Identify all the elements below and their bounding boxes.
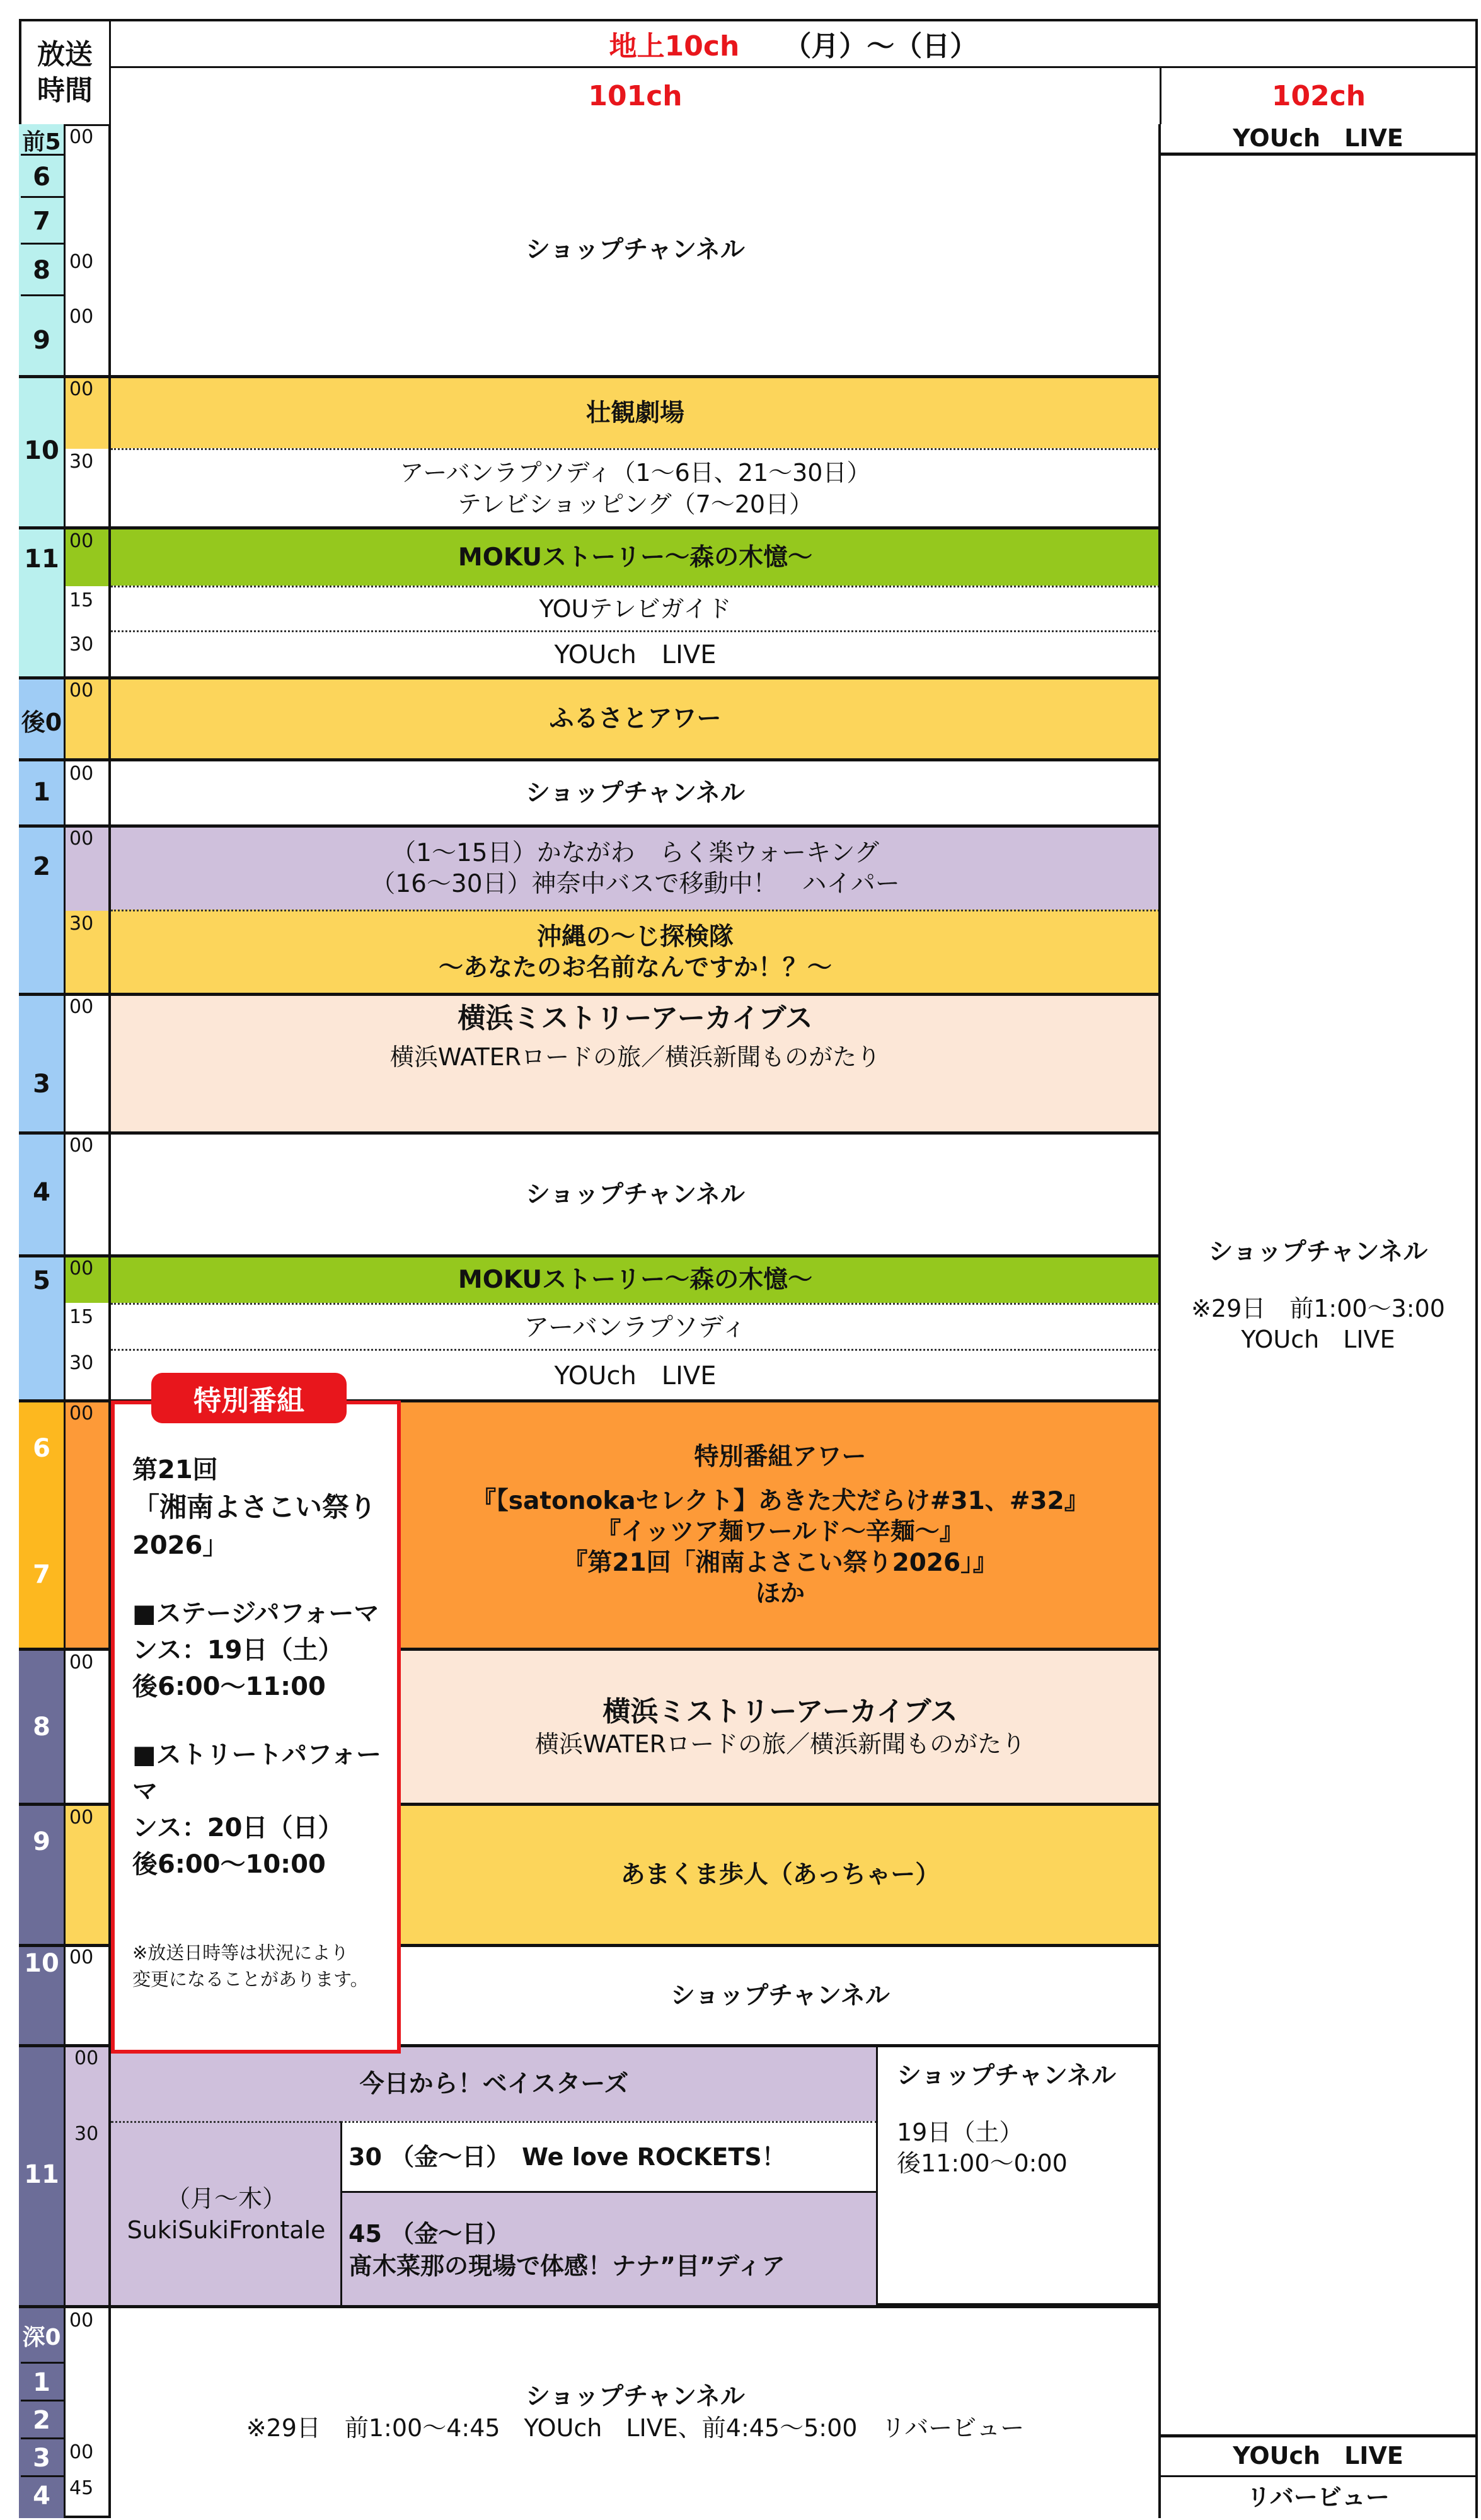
minute-label: 30 [69, 1352, 94, 1374]
minute-label: 00 [69, 1402, 94, 1425]
program-title: ショップチャンネル [897, 2062, 1116, 2090]
program-title: ショップチャンネル [671, 1981, 890, 2010]
program-note: ※29日 前1:00～3:00 [1191, 1294, 1445, 1322]
program-subtitle: 横浜WATERロードの旅／横浜新聞ものがたり [389, 1043, 881, 1071]
program-title: ショップチャンネル [526, 778, 745, 807]
program-time: 後11:00～0:00 [897, 2149, 1068, 2178]
hour-label: 4 [33, 2482, 50, 2511]
program-title: YOUch LIVE [1233, 124, 1403, 152]
hour-label: 2 [33, 2406, 50, 2435]
program-title: MOKUストーリー～森の木憶～ [458, 543, 813, 572]
minute-label: 00 [69, 679, 94, 702]
hour-separator [19, 2044, 111, 2047]
minute-label: 00 [74, 2047, 99, 2069]
program-title: ふるさとアワー [549, 705, 722, 734]
minute-label: 00 [69, 996, 94, 1018]
program-line: アーバンラプソディ（1～6日、21～30日） [400, 459, 871, 487]
program-shop-late-night[interactable] [111, 2305, 1160, 2518]
program-days: （金～日） [390, 2220, 510, 2248]
hour-label: 6 [33, 1434, 50, 1463]
ch101-label: 101ch [588, 80, 683, 112]
hour-label: 1 [33, 778, 50, 807]
special-street-line: ■ストリートパフォーマ [132, 1740, 381, 1806]
hour-separator [19, 1944, 111, 1947]
program-title: ショップチャンネル [1208, 1238, 1428, 1267]
minute-label: 00 [69, 763, 94, 785]
program-yokohama-mystery[interactable] [111, 993, 1160, 1133]
program-line: ～あなたのお名前なんですか！？～ [438, 953, 832, 982]
program-line: 『【satonokaセレクト】あきた犬だらけ#31、#32』 [471, 1487, 1089, 1516]
hour-separator [19, 1648, 111, 1651]
special-street-line: ンス：20日（日） [132, 1813, 343, 1843]
hour-label: 2 [33, 852, 50, 881]
minute-label: 30 [74, 2123, 99, 2145]
hour-separator [19, 676, 111, 679]
minute-label: 00 [69, 1135, 94, 1157]
time-header-line1: 放送 [37, 38, 93, 71]
minute-label: 00 [69, 306, 94, 328]
minute-label: 00 [69, 2309, 94, 2332]
program-title: アーバンラプソディ [524, 1312, 747, 1342]
program-title: 髙木菜那の現場で体感！ナナ”目”ディア [349, 2252, 785, 2280]
ch102-river-view[interactable] [1161, 2477, 1475, 2518]
minute-label: 30 [69, 451, 94, 473]
hour-separator [19, 2305, 111, 2308]
program-shop-4pm[interactable] [111, 1131, 1160, 1256]
hour-label: 9 [33, 1827, 50, 1856]
ch102-shop-channel[interactable] [1161, 156, 1475, 2437]
time-column-header [19, 19, 111, 126]
hour-label: 後0 [21, 708, 62, 736]
program-you-tv-guide[interactable] [111, 586, 1160, 631]
hour-label: 5 [33, 1266, 50, 1295]
special-note-line: ※放送日時等は状況により [132, 1942, 349, 1964]
hour-label: 3 [33, 2444, 50, 2473]
special-stage-line: ■ステージパフォーマ [132, 1599, 379, 1629]
hour-label: 10 [24, 1949, 59, 1978]
minute-label: 00 [69, 1946, 94, 1968]
time-header-line2: 時間 [37, 74, 93, 107]
program-suki-suki-frontale[interactable] [111, 2121, 342, 2306]
badge-label: 特別番組 [193, 1385, 304, 1417]
hour-label: 前5 [22, 129, 61, 155]
minute-label: 00 [69, 251, 94, 273]
special-note-line: 変更になることがあります。 [132, 1968, 369, 1991]
program-urban-rhapsody[interactable] [111, 448, 1160, 528]
program-title: 壮観劇場 [585, 398, 684, 427]
special-title-line: 第21回 [132, 1455, 218, 1484]
ch102-label: 102ch [1271, 80, 1366, 112]
hour-label: 7 [33, 1560, 50, 1589]
program-furusato-hour[interactable] [111, 676, 1160, 760]
special-title-line: 2026」 [132, 1531, 228, 1561]
hour-label: 1 [33, 2368, 50, 2397]
program-title: （金～日） We love ROCKETS！ [390, 2143, 786, 2171]
program-line: ほか [755, 1579, 805, 1608]
program-baystars[interactable] [111, 2044, 877, 2122]
program-days: （月～木） [166, 2185, 286, 2213]
minute-bg [66, 2045, 108, 2307]
hour-label: 深0 [22, 2324, 61, 2350]
hour-label: 3 [33, 1070, 50, 1099]
minute-label: 00 [69, 1257, 94, 1280]
minute-label: 00 [69, 378, 94, 400]
special-program-badge [151, 1373, 347, 1423]
hour-label: 10 [24, 436, 59, 465]
program-we-love-rockets[interactable] [340, 2121, 877, 2192]
minute-label: 30 [69, 633, 94, 656]
minute-label: 00 [69, 828, 94, 850]
program-shop-11pm[interactable] [876, 2044, 1160, 2305]
program-minute: 45 [349, 2220, 382, 2248]
program-title: YOUch LIVE [554, 640, 717, 669]
program-moku-story-5pm[interactable] [111, 1254, 1160, 1303]
hour-label: 11 [24, 2160, 59, 2189]
special-street-line: 後6:00～10:00 [132, 1850, 326, 1880]
ch102-youch-live-top[interactable] [1161, 124, 1475, 156]
program-date: 19日（土） [897, 2118, 1023, 2146]
minute-label: 30 [69, 913, 94, 935]
special-title-line: 「湘南よさこい祭り [132, 1492, 376, 1523]
minute-label: 00 [69, 2441, 94, 2463]
special-stage-line: 後6:00～11:00 [132, 1672, 326, 1702]
program-title: SukiSukiFrontale [127, 2216, 326, 2244]
minute-label: 00 [69, 1806, 94, 1829]
special-program-callout[interactable] [111, 1401, 401, 2054]
special-stage-line: ンス：19日（土） [132, 1636, 343, 1665]
ch102-header [1160, 66, 1478, 126]
minute-label: 15 [69, 589, 94, 611]
program-title: 特別番組アワー [694, 1442, 867, 1471]
ch101-header [109, 66, 1161, 126]
hour-separator [19, 1131, 111, 1135]
program-kanagawa-walking[interactable] [111, 824, 1160, 911]
hour-label: 4 [33, 1178, 50, 1207]
minute-label: 00 [69, 1651, 94, 1673]
program-title: YOUch LIVE [1233, 2442, 1403, 2470]
program-title: 今日から！ベイスターズ [359, 2069, 629, 2098]
minute-bg [66, 1401, 108, 1649]
hour-separator [19, 993, 111, 996]
hour-label: 8 [33, 256, 50, 285]
minute-label: 00 [69, 126, 94, 148]
program-takagi-nana[interactable] [340, 2191, 877, 2307]
program-line: テレビショッピング（7～20日） [457, 490, 814, 518]
program-title: 横浜ミストリーアーカイブス [458, 1002, 813, 1034]
program-title: ショップチャンネル [526, 2383, 745, 2412]
program-moku-story[interactable] [111, 526, 1160, 586]
hour-label: 7 [33, 207, 50, 236]
program-line: （1～15日）かながわ らく楽ウォーキング [391, 839, 879, 868]
hour-separator [19, 1803, 111, 1806]
hour-separator [19, 824, 111, 828]
program-line: 沖縄の～じ探検隊 [536, 922, 734, 951]
hour-separator [19, 1399, 111, 1402]
program-title: YOUch LIVE [554, 1361, 717, 1390]
program-title: ショップチャンネル [526, 235, 745, 264]
channel-days: （月）～（日） [783, 30, 978, 62]
hour-separator [19, 526, 111, 529]
minute-label: 45 [69, 2477, 94, 2499]
program-urban-5pm[interactable] [111, 1303, 1160, 1350]
program-soukan-gekijo[interactable] [111, 375, 1160, 449]
program-title: 横浜ミストリーアーカイブス [602, 1696, 958, 1728]
program-minute: 30 [349, 2143, 382, 2171]
program-line: 『第21回「湘南よさこい祭り2026」』 [563, 1548, 998, 1577]
channel-title: 地上10ch [609, 30, 740, 62]
program-title: リバービュー [1247, 2483, 1390, 2511]
program-shop-1pm[interactable] [111, 758, 1160, 826]
minute-label: 00 [69, 530, 94, 552]
program-note: ※29日 前1:00～4:45 YOUch LIVE、前4:45～5:00 リバービュー [246, 2414, 1025, 2442]
hour-label: 8 [33, 1713, 50, 1742]
hour-separator [19, 758, 111, 761]
channel-title-header [109, 19, 1478, 68]
hour-label: 11 [24, 545, 59, 574]
ch102-youch-live-bottom[interactable] [1161, 2434, 1475, 2477]
program-line: 『イッツア麺ワールド～辛麺～』 [596, 1518, 964, 1547]
program-okinawa[interactable] [111, 910, 1160, 994]
hour-separator [19, 1254, 111, 1257]
hour-label: 6 [33, 162, 50, 192]
program-line: （16～30日）神奈中バスで移動中！ ハイパー [371, 870, 900, 898]
program-title: YOUテレビガイド [539, 594, 732, 623]
hour-separator [19, 375, 111, 378]
program-shop-morning[interactable] [111, 124, 1160, 376]
program-title: ショップチャンネル [526, 1180, 745, 1209]
program-youch-live[interactable] [111, 630, 1160, 678]
program-title: MOKUストーリー～森の木憶～ [458, 1266, 813, 1295]
program-subtitle: 横浜WATERロードの旅／横浜新聞ものがたり [534, 1730, 1026, 1759]
program-title: あまくま歩人（あっちゃー） [620, 1861, 940, 1890]
hour-label: 9 [33, 326, 50, 355]
minute-label: 15 [69, 1306, 94, 1328]
program-note: YOUch LIVE [1241, 1326, 1395, 1354]
